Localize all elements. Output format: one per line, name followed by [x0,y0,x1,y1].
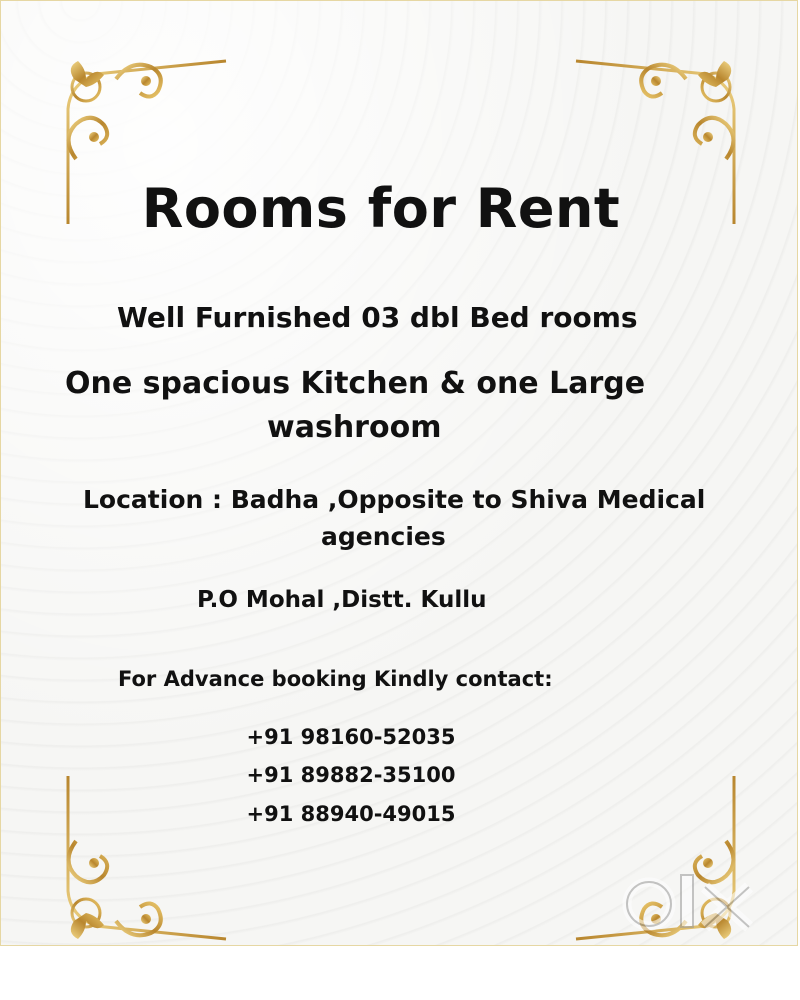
phone-number-3[interactable]: +91 88940-49015 [246,802,456,826]
corner-ornament-bottom-left [56,771,236,951]
phone-number-1[interactable]: +91 98160-52035 [246,725,456,749]
post-office-line: P.O Mohal ,Distt. Kullu [197,587,487,613]
kitchen-line-1: One spacious Kitchen & one Large [65,366,646,401]
location-line-1: Location : Badha ,Opposite to Shiva Medical [83,485,706,514]
rooms-line: Well Furnished 03 dbl Bed rooms [117,301,638,334]
contact-heading: For Advance booking Kindly contact: [118,667,553,691]
olx-watermark-logo [619,869,769,939]
kitchen-line-2: washroom [267,410,442,445]
phone-number-2[interactable]: +91 89882-35100 [246,763,456,787]
location-line-2: agencies [321,522,446,551]
poster-title: Rooms for Rent [141,177,621,240]
